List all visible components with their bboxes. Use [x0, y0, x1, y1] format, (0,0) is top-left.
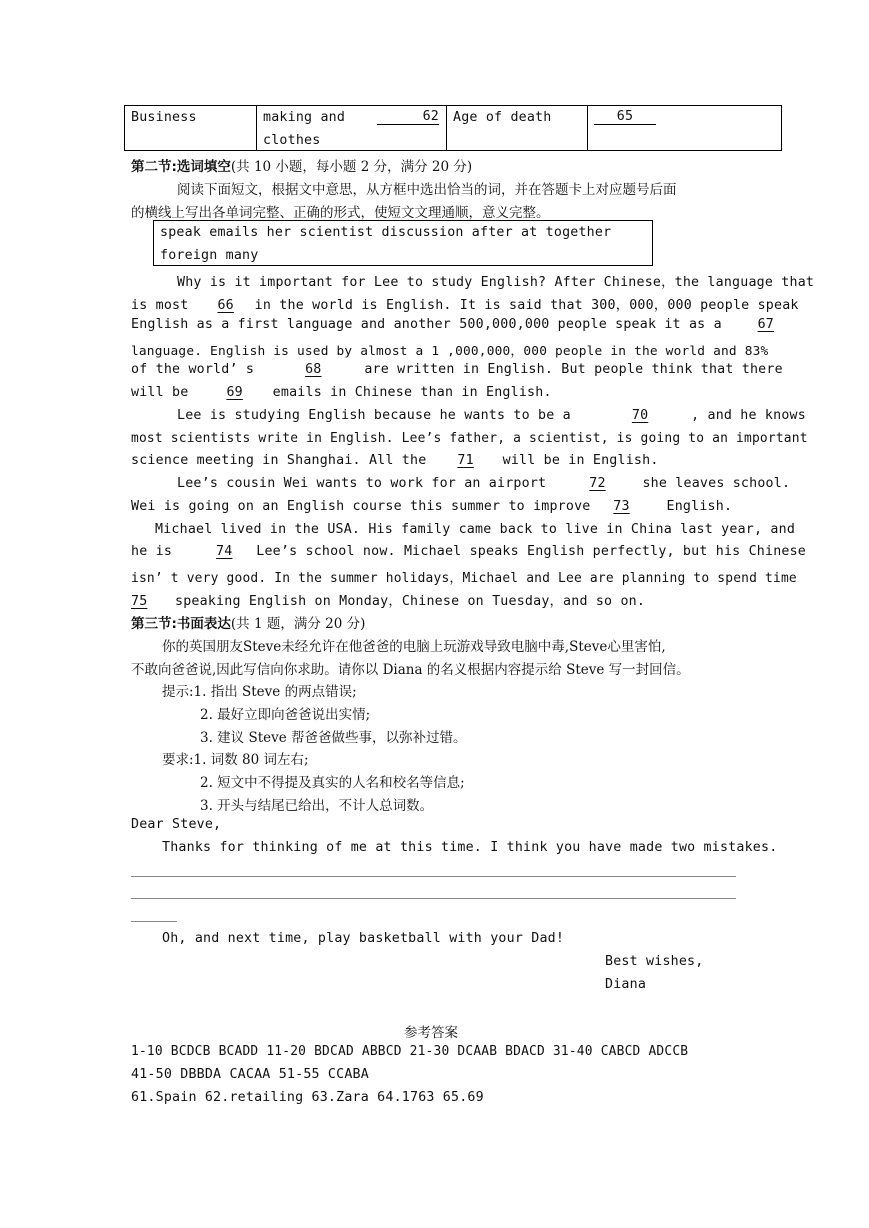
answer-blank: 67 [757, 317, 775, 332]
section-title: 第三节:书面表达 [131, 616, 231, 632]
section-title: 第二节:选词填空 [131, 159, 231, 175]
passage-line [131, 385, 552, 400]
section-heading [131, 155, 472, 175]
letter-opening: Thanks for thinking of me at this time. I think you have made two mistakes. [162, 840, 778, 855]
answer-blank: 72 [589, 476, 606, 491]
passage-line [131, 590, 645, 609]
answer-key-line: 1-10 BCDCB BCADD 11-20 BDCAD ABBCD 21-30 DCAAB BDACD 31-40 CABCD ADCCB [131, 1044, 689, 1059]
passage-text: are written in English. But people think that there [364, 362, 783, 377]
table-cell-text: clothes [263, 133, 321, 148]
word-box-line: foreign many [160, 248, 259, 263]
answer-blank: 68 [305, 362, 322, 377]
prompt-line: 不敢向爸爸说,因此写信向你求助。请你以 Diana 的名义根据内容提示给 Steve 写一封回信。 [131, 662, 690, 678]
passage-line: Why is it important for Lee to study English? After Chinese，the language that [177, 275, 815, 290]
requirement-line: 要求:1. 词数 80 词左右; [162, 752, 309, 768]
passage-text: science meeting in Shanghai. All the [131, 453, 427, 468]
answer-blank: 65 [594, 110, 656, 125]
passage-text: in the world is English. It is said that 300，000，000 people speak [254, 298, 799, 313]
passage-line [131, 317, 774, 332]
passage-text: , and he knows [691, 408, 806, 423]
requirement-line: 2. 短文中不得提及真实的人名和校名等信息; [200, 775, 465, 791]
passage-text: he is [131, 544, 173, 559]
passage-text: will be in English. [502, 453, 659, 468]
table-cell-text: Business [131, 110, 197, 125]
table-cell-text: making and [263, 110, 346, 125]
instruction-line: 的横线上写出各单词完整、正确的形式，使短文文理通顺，意义完整。 [131, 205, 550, 221]
answer-key-title: 参考答案 [404, 1025, 458, 1041]
word-box [153, 220, 653, 266]
section-note: (共 1 题，满分 20 分) [230, 616, 366, 632]
passage-text: emails in Chinese than in English. [272, 385, 552, 400]
answer-blank: 75 [131, 594, 148, 609]
hint-line: 提示:1. 指出 Steve 的两点错误; [162, 684, 357, 700]
table-cell-text: Age of death [453, 110, 552, 125]
answer-blank: 73 [613, 499, 630, 514]
passage-text: will be [131, 385, 189, 400]
passage-line [131, 499, 732, 514]
passage-text: Lee is studying English because he wants to be a [177, 408, 571, 423]
passage-line [177, 476, 790, 491]
passage-text: English. [666, 499, 733, 514]
answer-blank: 62 [377, 110, 439, 125]
passage-text: speaking English on Monday，Chinese on Tuesday，and so on. [175, 594, 646, 609]
hint-line: 2. 最好立即向爸爸说出实情; [200, 707, 371, 723]
writing-line [131, 898, 736, 899]
answer-key-line: 41-50 DBBDA CACAA 51-55 CCABA [131, 1067, 369, 1082]
writing-line [131, 921, 177, 922]
answer-blank: 71 [457, 453, 474, 468]
passage-line: most scientists write in English. Lee’s father, a scientist, is going to an important [131, 431, 808, 446]
letter-signoff: Best wishes, [605, 954, 704, 969]
passage-text: Lee’s cousin Wei wants to work for an airport [177, 476, 547, 491]
table-cell [125, 106, 257, 150]
writing-line [131, 876, 736, 877]
passage-text: she leaves school. [642, 476, 791, 491]
answer-blank: 70 [631, 408, 649, 423]
passage-text: of the world’ s [131, 362, 255, 377]
answer-blank: 74 [216, 544, 233, 559]
passage-text: Wei is going on an English course this summer to improve [131, 499, 591, 514]
passage-line: Michael lived in the USA. His family came back to live in China last year, and [155, 522, 796, 537]
instruction-line: 阅读下面短文，根据文中意思，从方框中选出恰当的词，并在答题卡上对应题号后面 [177, 182, 677, 198]
passage-line [177, 408, 806, 423]
letter-closing: Oh, and next time, play basketball with your Dad! [162, 931, 565, 946]
section-heading [131, 612, 365, 632]
letter-greeting: Dear Steve, [131, 817, 222, 832]
passage-line [131, 544, 806, 559]
passage-line: isn’ t very good. In the summer holidays，Michael and Lee are planning to spend time [131, 571, 797, 586]
passage-line: language. English is used by almost a 1 ,000,000，000 people in the world and 83% [131, 344, 769, 359]
hint-line: 3. 建议 Steve 帮爸爸做些事，以弥补过错。 [200, 730, 467, 746]
passage-line [131, 453, 659, 468]
answer-blank: 66 [217, 298, 234, 313]
passage-text: Lee’s school now. Michael speaks English perfectly, but his Chinese [256, 544, 807, 559]
word-box-line: speak emails her scientist discussion after at together [160, 225, 612, 240]
passage-text: English as a first language and another 500,000,000 people speak it as a [131, 317, 722, 332]
info-table [124, 105, 782, 151]
answer-blank: 69 [226, 385, 243, 400]
prompt-line: 你的英国朋友Steve未经允许在他爸爸的电脑上玩游戏导致电脑中毒,Steve心里害怕, [162, 639, 666, 655]
table-cell [447, 106, 588, 150]
passage-line [131, 294, 799, 313]
answer-key-line: 61.Spain 62.retailing 63.Zara 64.1763 65.69 [131, 1090, 484, 1105]
requirement-line: 3. 开头与结尾已给出，不计人总词数。 [200, 798, 434, 814]
passage-line [131, 362, 783, 377]
passage-text: is most [131, 298, 189, 313]
table-cell [257, 106, 447, 150]
letter-signature: Diana [605, 977, 647, 992]
section-note: (共 10 小题，每小题 2 分，满分 20 分) [230, 159, 473, 175]
table-cell [588, 106, 783, 150]
